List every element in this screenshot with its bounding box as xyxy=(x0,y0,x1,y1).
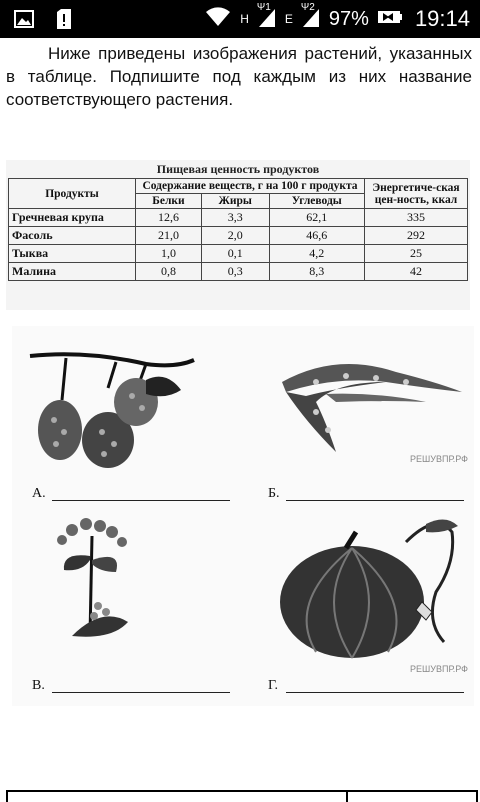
cell-product: Малина xyxy=(9,263,136,281)
cell-carbs: 46,6 xyxy=(269,227,365,245)
figure-label-b: Б. xyxy=(268,486,280,501)
sim1-badge: Ψ1 xyxy=(256,2,271,13)
network-e-label: E xyxy=(284,12,293,26)
cell-proteins: 21,0 xyxy=(136,227,202,245)
header-carbs: Углеводы xyxy=(269,194,365,209)
cell-product: Фасоль xyxy=(9,227,136,245)
cell-proteins: 0,8 xyxy=(136,263,202,281)
cell-fats: 2,0 xyxy=(201,227,269,245)
task-text xyxy=(6,42,472,111)
cell-fats: 3,3 xyxy=(201,209,269,227)
nutrition-table xyxy=(8,178,468,281)
cell-energy: 42 xyxy=(365,263,468,281)
table-row xyxy=(9,263,468,281)
header-content: Содержание веществ, г на 100 г продукта xyxy=(136,179,365,194)
answer-line-g[interactable] xyxy=(286,692,464,693)
sd-card-alert-icon xyxy=(56,8,72,34)
clock: 19:14 xyxy=(414,6,470,31)
cell-energy: 25 xyxy=(365,245,468,263)
plant-figures-image xyxy=(12,326,474,706)
cell-carbs: 4,2 xyxy=(269,245,365,263)
cell-fats: 0,3 xyxy=(201,263,269,281)
table-row xyxy=(9,245,468,263)
cell-product: Тыква xyxy=(9,245,136,263)
cell-product: Гречневая крупа xyxy=(9,209,136,227)
table-row xyxy=(9,209,468,227)
cell-energy: 335 xyxy=(365,209,468,227)
sim2-badge: Ψ2 xyxy=(300,2,315,13)
cell-proteins: 1,0 xyxy=(136,245,202,263)
cell-fats: 0,1 xyxy=(201,245,269,263)
task-paragraph: Ниже приведены изображения растений, указанных в таблице. Подпишите под каждым из них название соответствующего растения. xyxy=(6,44,472,109)
answer-line-a[interactable] xyxy=(52,500,230,501)
table-row xyxy=(9,227,468,245)
cell-proteins: 12,6 xyxy=(136,209,202,227)
cell-carbs: 8,3 xyxy=(269,263,365,281)
raspberry-illustration xyxy=(26,340,196,470)
header-energy: Энергетиче-ская цен-ность, ккал xyxy=(365,179,468,209)
signal-sim1-icon xyxy=(256,2,277,32)
figure-label-a: А. xyxy=(32,486,46,501)
answer-table-edge xyxy=(6,790,478,802)
image-icon xyxy=(14,10,34,32)
battery-percent: 97% xyxy=(328,7,369,30)
battery-icon xyxy=(377,9,403,29)
nutrition-table-image xyxy=(6,160,470,310)
table-divider xyxy=(346,792,348,802)
table-caption: Пищевая ценность продуктов xyxy=(156,162,320,176)
status-bar xyxy=(0,0,480,38)
buckwheat-illustration xyxy=(42,516,152,656)
answer-line-b[interactable] xyxy=(286,500,464,501)
header-proteins: Белки xyxy=(136,194,202,209)
header-fats: Жиры xyxy=(201,194,269,209)
watermark: РЕШУВПР.РФ xyxy=(410,664,468,674)
cell-energy: 292 xyxy=(365,227,468,245)
network-h-label: H xyxy=(240,12,249,26)
signal-sim2-icon xyxy=(300,2,321,32)
beans-illustration xyxy=(276,352,466,462)
figure-label-g: Г. xyxy=(268,678,279,693)
figure-label-v: В. xyxy=(32,678,45,693)
cell-carbs: 62,1 xyxy=(269,209,365,227)
answer-line-v[interactable] xyxy=(52,692,230,693)
wifi-icon xyxy=(204,6,232,32)
watermark: РЕШУВПР.РФ xyxy=(410,454,468,464)
header-products: Продукты xyxy=(9,179,136,209)
pumpkin-illustration xyxy=(276,512,466,662)
